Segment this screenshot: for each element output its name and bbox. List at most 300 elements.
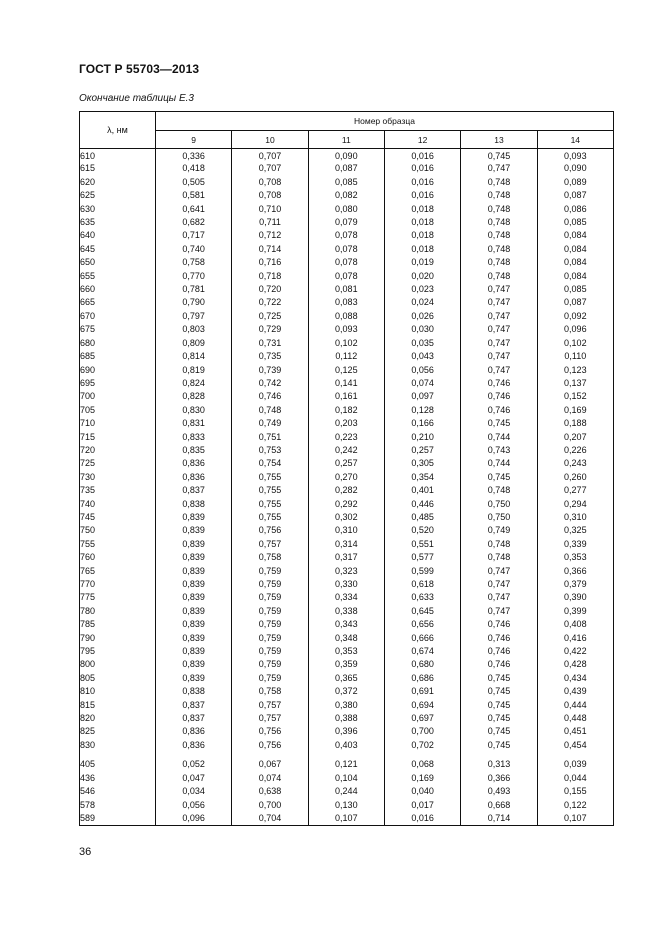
table-row [80, 337, 614, 350]
value-cell: 0,836 [156, 725, 232, 738]
value-cell: 0,742 [232, 377, 308, 390]
wavelength-cell: 635 [80, 216, 156, 229]
table-body [80, 149, 614, 826]
value-cell: 0,399 [537, 605, 613, 618]
wavelength-cell: 675 [80, 323, 156, 336]
value-cell: 0,188 [537, 417, 613, 430]
value-cell: 0,750 [461, 511, 537, 524]
table-row [80, 256, 614, 269]
value-cell: 0,755 [232, 511, 308, 524]
table-row [80, 203, 614, 216]
value-cell: 0,758 [232, 551, 308, 564]
table-row [80, 377, 614, 390]
wavelength-cell: 830 [80, 739, 156, 752]
table-row [80, 390, 614, 403]
value-cell: 0,104 [308, 772, 384, 785]
value-cell: 0,833 [156, 431, 232, 444]
value-cell: 0,093 [537, 149, 613, 163]
wavelength-cell: 710 [80, 417, 156, 430]
value-cell: 0,747 [461, 350, 537, 363]
value-cell: 0,023 [384, 283, 460, 296]
wavelength-cell: 690 [80, 364, 156, 377]
value-cell: 0,759 [232, 632, 308, 645]
value-cell: 0,084 [537, 270, 613, 283]
value-cell: 0,711 [232, 216, 308, 229]
value-cell: 0,107 [537, 812, 613, 826]
value-cell: 0,016 [384, 162, 460, 175]
value-cell: 0,081 [308, 283, 384, 296]
value-cell: 0,243 [537, 457, 613, 470]
value-cell: 0,735 [232, 350, 308, 363]
value-cell: 0,797 [156, 310, 232, 323]
value-cell: 0,056 [156, 799, 232, 812]
table-row [80, 511, 614, 524]
value-cell: 0,716 [232, 256, 308, 269]
value-cell: 0,712 [232, 229, 308, 242]
wavelength-cell: 805 [80, 672, 156, 685]
value-cell: 0,044 [537, 772, 613, 785]
wavelength-cell: 640 [80, 229, 156, 242]
value-cell: 0,056 [384, 364, 460, 377]
table-row [80, 149, 614, 163]
value-cell: 0,756 [232, 524, 308, 537]
value-cell: 0,242 [308, 444, 384, 457]
value-cell: 0,292 [308, 498, 384, 511]
value-cell: 0,704 [232, 812, 308, 826]
value-cell: 0,380 [308, 699, 384, 712]
value-cell: 0,093 [308, 323, 384, 336]
wavelength-cell: 790 [80, 632, 156, 645]
value-cell: 0,085 [537, 283, 613, 296]
table-row [80, 538, 614, 551]
wavelength-cell: 680 [80, 337, 156, 350]
value-cell: 0,446 [384, 498, 460, 511]
value-cell: 0,645 [384, 605, 460, 618]
value-cell: 0,746 [461, 632, 537, 645]
value-cell: 0,087 [537, 296, 613, 309]
value-cell: 0,125 [308, 364, 384, 377]
value-cell: 0,680 [384, 658, 460, 671]
wavelength-cell: 785 [80, 618, 156, 631]
value-cell: 0,747 [461, 296, 537, 309]
value-cell: 0,403 [308, 739, 384, 752]
value-cell: 0,748 [461, 229, 537, 242]
value-cell: 0,745 [461, 739, 537, 752]
value-cell: 0,809 [156, 337, 232, 350]
value-cell: 0,746 [461, 658, 537, 671]
table-row [80, 229, 614, 242]
value-cell: 0,748 [461, 538, 537, 551]
table-row [80, 632, 614, 645]
table-row [80, 404, 614, 417]
value-cell: 0,068 [384, 752, 460, 771]
value-cell: 0,448 [537, 712, 613, 725]
value-cell: 0,493 [461, 785, 537, 798]
wavelength-cell: 589 [80, 812, 156, 826]
table-row [80, 812, 614, 826]
value-cell: 0,837 [156, 484, 232, 497]
value-cell: 0,401 [384, 484, 460, 497]
table-row [80, 785, 614, 798]
value-cell: 0,759 [232, 591, 308, 604]
value-cell: 0,691 [384, 685, 460, 698]
value-cell: 0,302 [308, 511, 384, 524]
value-cell: 0,223 [308, 431, 384, 444]
value-cell: 0,839 [156, 524, 232, 537]
value-cell: 0,756 [232, 739, 308, 752]
value-cell: 0,343 [308, 618, 384, 631]
value-cell: 0,707 [232, 149, 308, 163]
value-cell: 0,839 [156, 565, 232, 578]
value-cell: 0,052 [156, 752, 232, 771]
value-cell: 0,745 [461, 149, 537, 163]
value-cell: 0,747 [461, 565, 537, 578]
value-cell: 0,744 [461, 431, 537, 444]
value-cell: 0,317 [308, 551, 384, 564]
value-cell: 0,087 [308, 162, 384, 175]
table-caption: Окончание таблицы Е.3 [79, 93, 194, 104]
value-cell: 0,745 [461, 672, 537, 685]
value-cell: 0,092 [537, 310, 613, 323]
value-cell: 0,748 [232, 404, 308, 417]
value-cell: 0,097 [384, 390, 460, 403]
table-row [80, 725, 614, 738]
wavelength-cell: 700 [80, 390, 156, 403]
value-cell: 0,016 [384, 149, 460, 163]
value-cell: 0,718 [232, 270, 308, 283]
value-cell: 0,169 [384, 772, 460, 785]
value-cell: 0,747 [461, 337, 537, 350]
wavelength-cell: 436 [80, 772, 156, 785]
value-cell: 0,755 [232, 471, 308, 484]
value-cell: 0,758 [232, 685, 308, 698]
value-cell: 0,505 [156, 176, 232, 189]
value-cell: 0,155 [537, 785, 613, 798]
value-cell: 0,618 [384, 578, 460, 591]
value-cell: 0,759 [232, 618, 308, 631]
table-row [80, 270, 614, 283]
wavelength-cell: 670 [80, 310, 156, 323]
value-cell: 0,839 [156, 632, 232, 645]
value-cell: 0,707 [232, 162, 308, 175]
value-cell: 0,835 [156, 444, 232, 457]
value-cell: 0,359 [308, 658, 384, 671]
value-cell: 0,078 [308, 256, 384, 269]
value-cell: 0,759 [232, 605, 308, 618]
table-row [80, 578, 614, 591]
value-cell: 0,759 [232, 578, 308, 591]
value-cell: 0,682 [156, 216, 232, 229]
value-cell: 0,439 [537, 685, 613, 698]
value-cell: 0,123 [537, 364, 613, 377]
value-cell: 0,757 [232, 699, 308, 712]
value-cell: 0,078 [308, 270, 384, 283]
value-cell: 0,016 [384, 812, 460, 826]
value-cell: 0,746 [461, 390, 537, 403]
value-cell: 0,674 [384, 645, 460, 658]
value-cell: 0,520 [384, 524, 460, 537]
wavelength-cell: 740 [80, 498, 156, 511]
value-cell: 0,839 [156, 618, 232, 631]
value-cell: 0,018 [384, 243, 460, 256]
table-row [80, 431, 614, 444]
table-row [80, 645, 614, 658]
value-cell: 0,745 [461, 725, 537, 738]
value-cell: 0,839 [156, 538, 232, 551]
value-cell: 0,748 [461, 243, 537, 256]
value-cell: 0,748 [461, 270, 537, 283]
value-cell: 0,084 [537, 243, 613, 256]
sample-number-group-header: Номер образца [156, 112, 614, 131]
table-row [80, 283, 614, 296]
value-cell: 0,745 [461, 471, 537, 484]
table-row [80, 799, 614, 812]
value-cell: 0,747 [461, 364, 537, 377]
table-row [80, 471, 614, 484]
value-cell: 0,112 [308, 350, 384, 363]
value-cell: 0,757 [232, 712, 308, 725]
value-cell: 0,338 [308, 605, 384, 618]
value-cell: 0,334 [308, 591, 384, 604]
value-cell: 0,257 [308, 457, 384, 470]
value-cell: 0,096 [537, 323, 613, 336]
value-cell: 0,745 [461, 712, 537, 725]
value-cell: 0,720 [232, 283, 308, 296]
table-row [80, 699, 614, 712]
value-cell: 0,257 [384, 444, 460, 457]
value-cell: 0,746 [461, 404, 537, 417]
value-cell: 0,819 [156, 364, 232, 377]
value-cell: 0,323 [308, 565, 384, 578]
value-cell: 0,714 [461, 812, 537, 826]
value-cell: 0,019 [384, 256, 460, 269]
value-cell: 0,748 [461, 484, 537, 497]
value-cell: 0,102 [308, 337, 384, 350]
wavelength-cell: 405 [80, 752, 156, 771]
wavelength-cell: 546 [80, 785, 156, 798]
wavelength-column-header: λ, нм [80, 112, 156, 149]
wavelength-cell: 815 [80, 699, 156, 712]
value-cell: 0,746 [461, 618, 537, 631]
value-cell: 0,700 [232, 799, 308, 812]
value-cell: 0,757 [232, 538, 308, 551]
value-cell: 0,078 [308, 243, 384, 256]
value-cell: 0,839 [156, 605, 232, 618]
value-cell: 0,226 [537, 444, 613, 457]
wavelength-cell: 615 [80, 162, 156, 175]
table-row [80, 524, 614, 537]
wavelength-cell: 660 [80, 283, 156, 296]
table-row [80, 310, 614, 323]
value-cell: 0,090 [308, 149, 384, 163]
value-cell: 0,088 [308, 310, 384, 323]
wavelength-cell: 630 [80, 203, 156, 216]
value-cell: 0,814 [156, 350, 232, 363]
page-number: 36 [79, 846, 92, 858]
table-row [80, 498, 614, 511]
value-cell: 0,831 [156, 417, 232, 430]
sample-header: 12 [384, 131, 460, 149]
value-cell: 0,085 [308, 176, 384, 189]
value-cell: 0,756 [232, 725, 308, 738]
value-cell: 0,839 [156, 672, 232, 685]
value-cell: 0,755 [232, 484, 308, 497]
wavelength-cell: 810 [80, 685, 156, 698]
table-row [80, 296, 614, 309]
table-row [80, 216, 614, 229]
value-cell: 0,748 [461, 203, 537, 216]
value-cell: 0,700 [384, 725, 460, 738]
value-cell: 0,030 [384, 323, 460, 336]
table-row [80, 364, 614, 377]
value-cell: 0,708 [232, 189, 308, 202]
sample-header: 13 [461, 131, 537, 149]
sample-header: 9 [156, 131, 232, 149]
spectral-data-table [79, 111, 614, 826]
value-cell: 0,353 [537, 551, 613, 564]
value-cell: 0,745 [461, 699, 537, 712]
wavelength-cell: 775 [80, 591, 156, 604]
value-cell: 0,083 [308, 296, 384, 309]
value-cell: 0,581 [156, 189, 232, 202]
table-row [80, 417, 614, 430]
value-cell: 0,122 [537, 799, 613, 812]
value-cell: 0,017 [384, 799, 460, 812]
value-cell: 0,310 [308, 524, 384, 537]
value-cell: 0,830 [156, 404, 232, 417]
value-cell: 0,422 [537, 645, 613, 658]
table-row [80, 672, 614, 685]
value-cell: 0,668 [461, 799, 537, 812]
value-cell: 0,748 [461, 216, 537, 229]
value-cell: 0,353 [308, 645, 384, 658]
value-cell: 0,366 [461, 772, 537, 785]
value-cell: 0,016 [384, 189, 460, 202]
document-header: ГОСТ Р 55703—2013 [79, 62, 200, 76]
wavelength-cell: 620 [80, 176, 156, 189]
table-row [80, 752, 614, 771]
wavelength-cell: 745 [80, 511, 156, 524]
value-cell: 0,121 [308, 752, 384, 771]
value-cell: 0,080 [308, 203, 384, 216]
wavelength-cell: 750 [80, 524, 156, 537]
wavelength-cell: 705 [80, 404, 156, 417]
table-row [80, 618, 614, 631]
value-cell: 0,096 [156, 812, 232, 826]
value-cell: 0,599 [384, 565, 460, 578]
value-cell: 0,166 [384, 417, 460, 430]
value-cell: 0,746 [232, 390, 308, 403]
sample-header: 14 [537, 131, 613, 149]
table-row [80, 243, 614, 256]
wavelength-cell: 760 [80, 551, 156, 564]
value-cell: 0,039 [537, 752, 613, 771]
value-cell: 0,759 [232, 658, 308, 671]
value-cell: 0,451 [537, 725, 613, 738]
value-cell: 0,739 [232, 364, 308, 377]
value-cell: 0,074 [232, 772, 308, 785]
value-cell: 0,161 [308, 390, 384, 403]
value-cell: 0,781 [156, 283, 232, 296]
table-row [80, 605, 614, 618]
table-row [80, 444, 614, 457]
table-row [80, 772, 614, 785]
table-row [80, 591, 614, 604]
wavelength-cell: 770 [80, 578, 156, 591]
value-cell: 0,839 [156, 658, 232, 671]
wavelength-cell: 610 [80, 149, 156, 163]
value-cell: 0,717 [156, 229, 232, 242]
value-cell: 0,434 [537, 672, 613, 685]
value-cell: 0,336 [156, 149, 232, 163]
value-cell: 0,633 [384, 591, 460, 604]
value-cell: 0,085 [537, 216, 613, 229]
value-cell: 0,839 [156, 645, 232, 658]
value-cell: 0,034 [156, 785, 232, 798]
value-cell: 0,749 [461, 524, 537, 537]
table-row [80, 739, 614, 752]
value-cell: 0,418 [156, 162, 232, 175]
value-cell: 0,656 [384, 618, 460, 631]
value-cell: 0,758 [156, 256, 232, 269]
table-row [80, 551, 614, 564]
value-cell: 0,838 [156, 685, 232, 698]
table-row [80, 712, 614, 725]
table-row [80, 658, 614, 671]
value-cell: 0,836 [156, 471, 232, 484]
value-cell: 0,090 [537, 162, 613, 175]
wavelength-cell: 720 [80, 444, 156, 457]
value-cell: 0,837 [156, 712, 232, 725]
value-cell: 0,207 [537, 431, 613, 444]
table-row [80, 162, 614, 175]
value-cell: 0,018 [384, 203, 460, 216]
value-cell: 0,731 [232, 337, 308, 350]
value-cell: 0,089 [537, 176, 613, 189]
value-cell: 0,710 [232, 203, 308, 216]
value-cell: 0,026 [384, 310, 460, 323]
value-cell: 0,339 [537, 538, 613, 551]
value-cell: 0,310 [537, 511, 613, 524]
value-cell: 0,169 [537, 404, 613, 417]
value-cell: 0,365 [308, 672, 384, 685]
table-row [80, 323, 614, 336]
wavelength-cell: 725 [80, 457, 156, 470]
value-cell: 0,020 [384, 270, 460, 283]
value-cell: 0,244 [308, 785, 384, 798]
value-cell: 0,740 [156, 243, 232, 256]
wavelength-cell: 695 [80, 377, 156, 390]
value-cell: 0,084 [537, 256, 613, 269]
value-cell: 0,325 [537, 524, 613, 537]
value-cell: 0,366 [537, 565, 613, 578]
value-cell: 0,747 [461, 578, 537, 591]
value-cell: 0,748 [461, 189, 537, 202]
table-row [80, 565, 614, 578]
table-row [80, 176, 614, 189]
value-cell: 0,759 [232, 672, 308, 685]
value-cell: 0,747 [461, 162, 537, 175]
value-cell: 0,024 [384, 296, 460, 309]
value-cell: 0,270 [308, 471, 384, 484]
value-cell: 0,396 [308, 725, 384, 738]
value-cell: 0,107 [308, 812, 384, 826]
value-cell: 0,047 [156, 772, 232, 785]
value-cell: 0,666 [384, 632, 460, 645]
value-cell: 0,485 [384, 511, 460, 524]
value-cell: 0,354 [384, 471, 460, 484]
value-cell: 0,330 [308, 578, 384, 591]
